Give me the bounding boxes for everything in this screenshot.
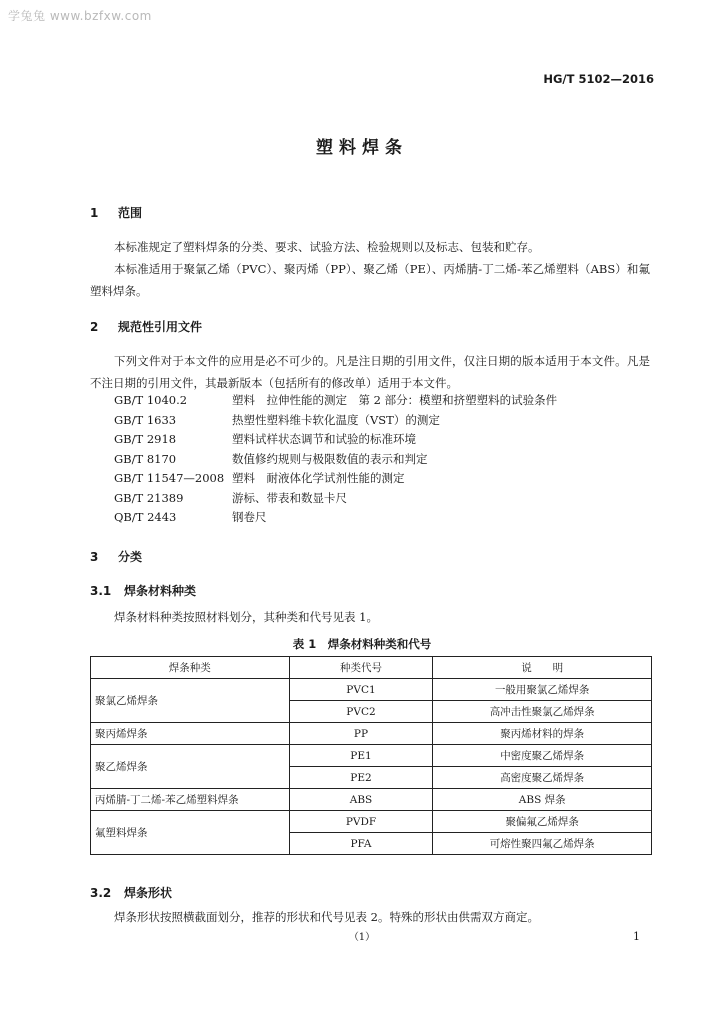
section-3-1-paragraph: 焊条材料种类按照材料划分，其种类和代号见表 1。: [114, 610, 378, 624]
section-title: 分类: [118, 550, 143, 564]
section-title: 焊条形状: [124, 886, 173, 900]
category-cell: 聚丙烯焊条: [91, 723, 290, 745]
code-cell: PP: [289, 723, 433, 745]
table-header-row: [91, 657, 652, 679]
code-cell: PVC1: [289, 679, 433, 701]
section-title: 规范性引用文件: [118, 320, 203, 334]
reference-list: [114, 391, 557, 528]
description-cell: 高密度聚乙烯焊条: [433, 767, 652, 789]
category-cell: 聚氯乙烯焊条: [91, 679, 290, 723]
reference-title: 热塑性塑料维卡软化温度（VST）的测定: [232, 412, 440, 427]
description-cell: 聚偏氟乙烯焊条: [433, 811, 652, 833]
section-3-heading: [90, 548, 142, 565]
reference-item: [114, 469, 557, 489]
watermark: 学兔兔 www.bzfxw.com: [8, 9, 152, 23]
table-row: [91, 789, 652, 811]
reference-code: GB/T 1633: [114, 412, 177, 427]
table-row: [91, 723, 652, 745]
column-header: 种类代号: [289, 657, 433, 679]
reference-item: [114, 430, 557, 450]
section-number: 1: [90, 206, 99, 220]
category-cell: 氟塑料焊条: [91, 811, 290, 855]
reference-title: 游标、带表和数显卡尺: [232, 490, 347, 505]
reference-item: [114, 489, 557, 509]
description-cell: 可熔性聚四氟乙烯焊条: [433, 833, 652, 855]
page-number: 1: [633, 930, 640, 943]
reference-title: 塑料 拉伸性能的测定 第 2 部分：模塑和挤塑塑料的试验条件: [232, 393, 558, 407]
section-number: 3.2: [90, 886, 112, 900]
material-table: [90, 656, 652, 855]
reference-code: GB/T 21389: [114, 490, 184, 505]
section-1-heading: [90, 204, 142, 221]
section-title: 焊条材料种类: [124, 584, 197, 598]
references-intro: 下列文件对于本文件的应用是必不可少的。凡是注日期的引用文件，仅注日期的版本适用于本文件。凡是不注日期的引用文件，其最新版本（包括所有的修改单）适用于本文件。: [90, 354, 650, 390]
category-cell: 丙烯腈-丁二烯-苯乙烯塑料焊条: [91, 789, 290, 811]
reference-title: 塑料试样状态调节和试验的标准环境: [232, 432, 416, 446]
reference-code: QB/T 2443: [114, 510, 177, 524]
reference-item: [114, 450, 557, 470]
section-title: 范围: [118, 206, 143, 220]
document-title: 塑料焊条: [316, 138, 408, 158]
reference-code: GB/T 2918: [114, 432, 177, 446]
section-2-heading: [90, 318, 202, 335]
reference-item: [114, 411, 557, 431]
code-cell: PFA: [289, 833, 433, 855]
reference-code: GB/T 8170: [114, 451, 177, 466]
column-header: 焊条种类: [91, 657, 290, 679]
reference-code: GB/T 11547—2008: [114, 471, 225, 485]
category-cell: 聚乙烯焊条: [91, 745, 290, 789]
code-cell: PVDF: [289, 811, 433, 833]
description-cell: ABS 焊条: [433, 789, 652, 811]
reference-title: 钢卷尺: [232, 510, 267, 524]
scope-paragraph-2: 本标准适用于聚氯乙烯（PVC）、聚丙烯（PP）、聚乙烯（PE）、丙烯腈-丁二烯-苯乙烯塑料（ABS）和氟塑料焊条。: [90, 262, 650, 298]
section-number: 3: [90, 550, 99, 564]
standard-code: HG/T 5102—2016: [543, 72, 654, 86]
description-cell: 高冲击性聚氯乙烯焊条: [433, 701, 652, 723]
code-cell: ABS: [289, 789, 433, 811]
scope-paragraph-1: 本标准规定了塑料焊条的分类、要求、试验方法、检验规则以及标志、包装和贮存。: [114, 240, 540, 254]
table-row: [91, 811, 652, 833]
section-number: 3.1: [90, 584, 112, 598]
table-1-caption: 表 1 焊条材料种类和代号: [292, 637, 432, 651]
code-cell: PE1: [289, 745, 433, 767]
description-cell: 一般用聚氯乙烯焊条: [433, 679, 652, 701]
reference-title: 数值修约规则与极限数值的表示和判定: [232, 451, 428, 466]
page-number-center: （1）: [348, 932, 376, 943]
code-cell: PE2: [289, 767, 433, 789]
code-cell: PVC2: [289, 701, 433, 723]
section-3-2-paragraph: 焊条形状按照横截面划分，推荐的形状和代号见表 2。特殊的形状由供需双方商定。: [114, 910, 539, 924]
column-header: 说 明: [433, 657, 652, 679]
description-cell: 聚丙烯材料的焊条: [433, 723, 652, 745]
reference-code: GB/T 1040.2: [114, 393, 188, 407]
table-row: [91, 679, 652, 701]
reference-item: [114, 391, 557, 411]
table-row: [91, 745, 652, 767]
section-3-1-heading: [90, 582, 196, 599]
reference-item: [114, 508, 557, 528]
section-number: 2: [90, 320, 99, 334]
section-3-2-heading: [90, 884, 172, 901]
reference-title: 塑料 耐液体化学试剂性能的测定: [232, 471, 405, 485]
description-cell: 中密度聚乙烯焊条: [433, 745, 652, 767]
